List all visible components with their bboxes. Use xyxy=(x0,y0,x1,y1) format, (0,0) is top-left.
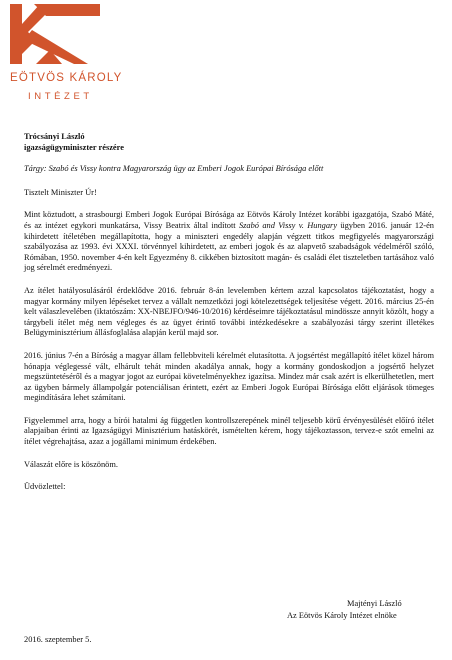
recipient-name: Trócsányi László xyxy=(24,132,85,141)
org-name-line1: EÖTVÖS KÁROLY xyxy=(10,72,123,84)
paragraph-2: Az ítélet hatályosulásáról érdeklődve 2016. február 8-án levelemben kértem azzal kapcsolatos tájékoztatást, hogy a magyar kormány milyen lépéseket tervez a vállalt nemzetközi jogi kötelezettségek teljesítése végett. 2016. március 25-én kelt válaszlevelében (iktatószám: XX-NBEJFO/946-10/2016) kérdéseimre tájékoztatásul mindössze annyit közölt, hogy a tárgybeli ítélet még nem végleges és az ügyet érintő további intézkedésekre a szabályozási tárgy szerint illetékes Belügyminisztérium állásfoglalása alapján kerül majd sor. xyxy=(24,285,434,338)
paragraph-1-part-2: ügyben 2016. január 12-én kihirdetett ítéletében megállapította, hogy a miniszteri engedély alapján végzett titkos megfigyelés magyarországi szabályozása az 1993. évi XXXI. törvénnyel kihirdetett, az emberi jogok és az alapvető szabadságok védelméről szóló, Rómában, 1950. november 4-én kelt Egyezmény 8. cikkében biztosított magán- és családi élet tiszteletben tartásához való jog sérelmét eredményezi. xyxy=(24,220,434,273)
eki-logo-icon xyxy=(10,4,100,64)
paragraph-3: 2016. június 7-én a Bíróság a magyar állam fellebbviteli kérelmét elutasította. A jogsértést megállapító ítélet közel három hónapja véglegessé vált, elhárult tehát minden akadálya annak, hogy a kormány gondoskodjon a jogsértő helyzet megszüntetéséről és a magyar jogot az európai követelményekhez igazítsa. Mindez már csak azért is elkerülhetetlen, mert az ügyben bármely állampolgár potenciálisan érintett, ezért az Emberi Jogok Európai Bírósága előtt eljárások tömeges megindítására lehet számítani. xyxy=(24,350,434,403)
closing-thanks: Válaszát előre is köszönöm. xyxy=(24,459,118,469)
letter-date: 2016. szeptember 5. xyxy=(24,635,92,644)
closing-greeting: Üdvözlettel: xyxy=(24,482,66,492)
subject-line: Tárgy: Szabó és Vissy kontra Magyarország ügy az Emberi Jogok Európai Bírósága előtt xyxy=(24,164,324,174)
case-name: Szabó and Vissy v. Hungary xyxy=(238,220,338,230)
org-name-line2: INTÉZET xyxy=(28,91,93,102)
signer-title: Az Eötvös Károly Intézet elnöke xyxy=(287,611,397,620)
signer-name: Majtényi László xyxy=(347,599,402,608)
paragraph-4: Figyelemmel arra, hogy a bírói hatalmi ág független kontrollszerepének minél teljesebb körű érvényesülését előíró ítélet alapjaiban érinti az Igazságügyi Minisztérium hatáskörét, ismételten kérem, hogy tájékoztasson, tervez-e szót emelni az ítélet végrehajtása, azaz a jogállami minimum érdekében. xyxy=(24,415,434,447)
salutation: Tisztelt Miniszter Úr! xyxy=(24,187,97,197)
recipient-title: igazságügyminiszter részére xyxy=(24,142,124,152)
letter-body xyxy=(24,132,434,493)
paragraph-1-part-1: Mint köztudott, a strasbourgi Emberi Jogok Európai Bírósága az Eötvös Károly Intézet korábbi igazgatója, Szabó Máté, és az intézet egykori munkatársa, Vissy Beatrix által indított xyxy=(24,210,434,230)
paragraph-1 xyxy=(24,210,434,274)
